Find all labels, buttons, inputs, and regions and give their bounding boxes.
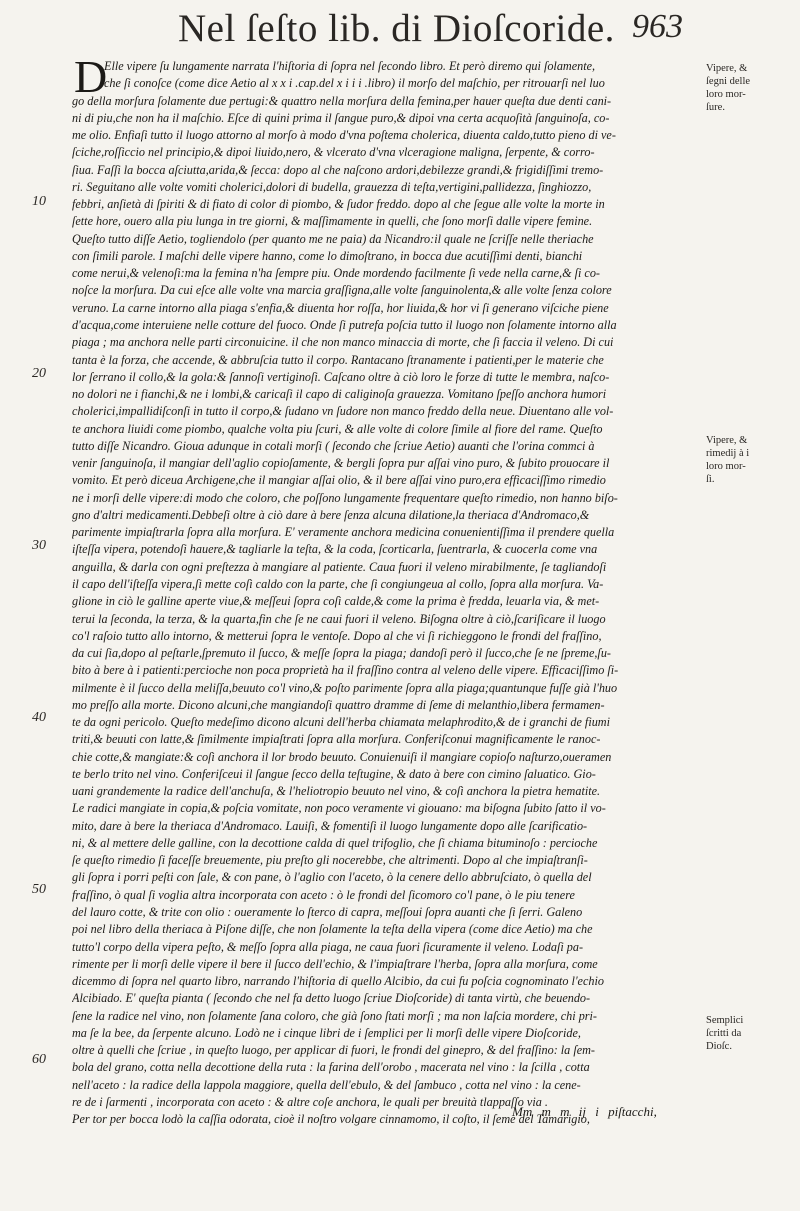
text-line: Le radici mangiate in copia,& poſcia vomitate, non poco veramente vi giouano: ma biſogna ſubito ſatto il vo- — [72, 801, 606, 816]
text-line: oltre à quelli che ſcriue , in queſto luogo, per applicar di fuori, le frondi del ginepro, & del fraſſino: la ſem- — [72, 1043, 595, 1058]
text-line: glione in ciò le galline aperte viue,& meſſeui ſopra coſì calde,& come la prima è fredda, leuarla via, & met- — [72, 594, 600, 609]
text-line: che ſi conoſce (come dice Aetio al x x i .cap.del x i i i .libro) il morſo del maſchio, per ritrouarſi nel luo — [104, 76, 605, 91]
text-line: fraſſino, ò qual ſi voglia altra incorporata con aceto : ò le frondi del ſicomoro co'l pane, ò le piu tenere — [72, 887, 575, 902]
text-line: poi nel libro della theriaca à Piſone diſſe, che non ſolamente la teſta della vipera (come dice Aetio) ma che — [72, 922, 593, 937]
text-line: con ſimili parole. I maſchi delle vipere hanno, come lo dimoſtrano, in bocca due acutiſſimi denti, bianchi — [72, 248, 583, 263]
text-line: parimente impiaſtrarla ſopra alla morſura. E' veramente anchora medicina conuenientiſſima il prendere quella — [72, 525, 615, 540]
text-line: nell'aceto : la radice della lappola maggiore, quella dell'ebulo, & del ſambuco , cotta nel vino : la cene- — [72, 1077, 581, 1092]
line-number: 10 — [32, 194, 46, 209]
text-line: cholerici,impallidiſconſi in tutto il corpo,& ſudano vn ſudore non manco freddo della neue. Diuentano alle vol- — [72, 404, 614, 419]
text-line: te da ogni pericolo. Queſto medeſimo dicono alcuni dell'herba chiamata melaphrodito,& de i granchi de fiumi — [72, 715, 610, 730]
text-line: del lauro cotte, & trite con olio : oueramente lo ſterco di capra, meſſoui ſopra auanti che ſi ſerri. Galeno — [72, 905, 583, 920]
text-line: vomito. Et però diceua Archigene,che il mangiar aſſai olio, & il bere aſſai vino puro,era efficaciſſimo rimedio — [72, 473, 606, 488]
text-line: te berlo trito nel vino. Conferiſceui il ſangue ſecco della teſtugine, & dato à bere con cimino ſaluatico. Gio- — [72, 766, 596, 781]
text-line: anguilla, & darla con ogni preſtezza à mangiare al patiente. Caua fuori il veleno mirabilmente, ſe tagliandoſi — [72, 559, 607, 574]
margin-note: Vipere, & rimedij à i loro mor- ſi. — [706, 435, 750, 485]
text-line: Elle vipere ſu lungamente narrata l'hiſtoria di ſopra nel ſecondo libro. Et però diremo qui ſolamente, — [104, 59, 596, 73]
text-line: ſiua. Faſſi la bocca aſciutta,arida,& ſecca: dopo al che naſcono ardori,debilezze grandi,& frigidiſſimi tremo- — [72, 162, 604, 177]
line-number: 30 — [32, 538, 46, 553]
text-line: bito à bere à i patienti:percioche non poca proprietà ha il fraſſino contra al veleno delle vipere. Efficaciſſimo ſi- — [72, 663, 619, 678]
text-line: go della morſura ſolamente due pertugi:& quattro nella morſura della femina,per hauer queſta due denti cani- — [72, 93, 612, 108]
text-line: noſce la morſura. Da cui eſce alle volte vna marcia graſſigna,alle volte ſanguinolenta,& alle volte ſenza colore — [72, 283, 612, 298]
drop-cap: D — [74, 51, 108, 102]
text-line: bola del grano, cotta nella decottione della ruta : la farina dell'orobo , macerata nel vino : la ſcilla , cotta — [72, 1060, 590, 1075]
text-line: me olio. Enfiaſi tutto il luogo attorno al morſo à modo d'vna poſtema cholerica, diuenta caldo,tutto pieno di ve- — [72, 128, 616, 143]
text-line: no dolori ne i fianchi,& ne i lombi,& caricaſi il capo di caliginoſa grauezza. Vomitano ſpeſſo anchora humori — [72, 387, 607, 402]
text-line: ſciche,roſſiccio nel principio,& dipoi liuido,nero, & vlcerato d'vna vlceragione maligna, ſerpente, & corro- — [72, 145, 595, 160]
text-line: iſteſſa vipera, potendoſi hauere,& tagliarle la teſta, & la coda, ſcorticarla, ſuentrarla, & cuocerla come vna — [72, 542, 598, 557]
margin-note: Vipere, & ſegni delle loro mor- ſure. — [706, 63, 751, 113]
text-line: ma ſe la bee, da ſerpente alcuno. Lodò ne i cinque libri de i ſemplici per li morſi delle vipere Dioſcoride, — [72, 1025, 581, 1040]
text-line: milmente è il ſucco della meliſſa,beuuto co'l vino,& poſto parimente ſopra alla piaga;quantunque fuſſe già l'huo — [72, 680, 618, 695]
text-line: gno d'altri medicamenti.Debbeſi oltre à ciò dare à bere ſenza alcuna dilatione,la theriaca d'Andromaco,& — [72, 507, 590, 522]
text-line: triti,& beuuti con latte,& ſimilmente impiaſtrati ſopra alla morſura. Conferiſconui magnificamente le ranoc- — [72, 732, 601, 747]
line-number: 40 — [32, 710, 46, 725]
running-head: Nel ſeſto lib. di Dioſcoride. — [178, 7, 615, 50]
text-line: re de i ſarmenti , incorporata con aceto : & altre coſe anchora, le quali per breuità tlappaſſo via . — [72, 1094, 548, 1109]
text-line: veruno. La carne intorno alla piaga s'enfia,& diuenta hor roſſa, hor liuida,& hor vi ſi generano viſciche piene — [72, 300, 609, 315]
text-line: chie cotte,& mangiate:& coſì anchora il lor brodo beuuto. Conuienuiſi il mangiare copioſo naſturzo,oueramen — [72, 749, 612, 764]
text-line: co'l raſoio tutto allo intorno, & metterui ſopra le ventoſe. Dopo al che vi ſi richieggono le frondi del fraſſino, — [72, 628, 602, 643]
text-line: piaga ; ma anchora nelle parti circonuicine. il che non manco minaccia di morte, che ſi faccia il veleno. Di cui — [72, 335, 614, 350]
text-line: Alcibiado. E' queſta pianta ( ſecondo che nel fa detto luogo ſcriue Dioſcoride) di tanta virtù, che beuendo- — [72, 991, 591, 1006]
text-line: tutto diſſe Nicandro. Gioua adunque in cotali morſi ( ſecondo che ſcriue Aetio) auanti che l'orina commci à — [72, 438, 595, 453]
page-number: 963 — [632, 8, 683, 45]
line-number: 20 — [32, 366, 46, 381]
text-line: mito, dare à bere la theriaca d'Andromaco. Lauiſi, & fomentiſi il luogo lungamente dopo alle ſcarificatio- — [72, 818, 588, 833]
commentary-text — [72, 58, 686, 1128]
text-line: Per tor per bocca lodò la caſſia odorata, cioè il noſtro volgare cinnamomo, il coſto, il ſeme del Tamarigio, — [72, 1112, 590, 1127]
text-line: mo preſſo alla morte. Dicono alcuni,che mangiandoſi quattro dramme di ſeme di melanthio,libera fermamen- — [72, 697, 605, 712]
margin-note: Semplici ſcritti da Dioſc. — [706, 1015, 744, 1052]
text-line: d'acqua,come interuiene nelle cotture del fuoco. Onde ſi putrefa poſcia tutto il luogo non ſolamente intorno alla — [72, 317, 617, 332]
text-line: ne i morſi delle vipere:di modo che coloro, che poſſono lungamente frequentare queſto rimedio, non hanno biſo- — [72, 490, 618, 505]
text-line: Queſto tutto diſſe Aetio, togliendolo (per quanto me ne paia) da Nicandro:il quale ne ſcriſſe nelle theriache — [72, 231, 594, 246]
text-line: ſe queſto rimedio ſi faceſſe breuemente, piu preſto gli nocerebbe, che altrimenti. Dopo al che impiaſtranſi- — [72, 853, 588, 868]
catchword: Mm m m ij i piſtacchi, — [512, 1104, 657, 1119]
text-line: ni di piu,che non ha il maſchio. Eſce di quini prima il ſangue puro,& dipoi vna certa acquoſità ſanguinoſa, co- — [72, 110, 610, 125]
text-line: venir ſanguinoſa, il mangiar dell'aglio copioſamente, & bergli ſopra pur aſſai vino puro, & ſubito prouocare il — [72, 456, 610, 471]
text-line: tutto'l corpo della vipera peſto, & meſſo ſopra alla piaga, ne caua fuori ſicuramente il veleno. Lodaſi pa- — [72, 939, 584, 954]
text-line: rimente per li morſi delle vipere il bere il ſucco dell'echio, & l'impiaſtrare l'herba, ſopra alla morſura, come — [72, 956, 598, 971]
text-line: da cui ſia,dopo al peſtarle,ſpremuto il ſucco, & meſſe ſopra la piaga; dandoſi però il ſucco,che ſe ne ſpreme,ſu- — [72, 646, 611, 661]
text-line: ſene la radice nel vino, non ſolamente ſana coloro, che già ſono ſtati morſi ; ma non laſcia mordere, chi pri- — [72, 1008, 597, 1023]
text-line: ſette hore, ouero alla piu lunga in tre giorni, & maſſimamente in quelli, che ſono morſi dalle vipere femine. — [72, 214, 593, 229]
text-line: tanta è la forza, che accende, & abbruſcia tutto il corpo. Rantacano ſtranamente i patienti,per le materie che — [72, 352, 604, 367]
text-line: dicemmo di ſopra nel quarto libro, narrando l'hiſtoria di quello Alcibio, da cui fu poſcia cognominato l'echio — [72, 974, 604, 989]
text-line: febbri, anſietà di ſpiriti & di fiato di color di piombo, & ſudor freddo. dopo al che ſegue alle volte la morte in — [72, 197, 605, 212]
line-number: 60 — [32, 1052, 46, 1067]
text-line: ni, & al mettere delle galline, con la decottione calda di quel trifoglio, che ſi chiama bituminoſo : percioche — [72, 835, 598, 850]
text-line: come nerui,& velenoſi:ma la femina n'ha ſempre piu. Onde mordendo facilmente ſi vede nella carne,& ſi co- — [72, 266, 600, 281]
text-line: terui la ſeconda, la terza, & la quarta,fin che ſe ne caui fuori il veleno. Biſogna oltre à ciò,ſcariſicare il luogo — [72, 611, 606, 626]
text-line: gli ſopra i porri peſti con ſale, & con pane, ò l'aglio con l'aceto, ò la cenere dello abbruſciato, ò quella del — [72, 870, 592, 885]
text-line: te anchora liuidi come piombo, qualche volta piu ſcuri, & alle volte di colore ſimile al fiore del rame. Queſto — [72, 421, 603, 436]
text-line: il capo dell'iſteſſa vipera,ſi mette coſì caldo con la parte, che ſi congiungeua al collo, ſopra alla morſura. Va- — [72, 576, 604, 591]
text-line: lor ſerrano il collo,& la gola:& ſannoſi vertiginoſi. Caſcano oltre à ciò loro le forze di tutte le membra, naſco- — [72, 369, 610, 384]
text-line: ri. Seguitano alle volte vomiti cholerici,dolori di budella, grauezza di teſta,vertigini,pallidezza, ſinghiozzo, — [72, 179, 592, 194]
line-number: 50 — [32, 882, 46, 897]
text-line: uani grandemente la radice dell'anchuſa, & l'heliotropio beuuto nel vino, & coſì anchora la pietra hematite. — [72, 784, 601, 799]
